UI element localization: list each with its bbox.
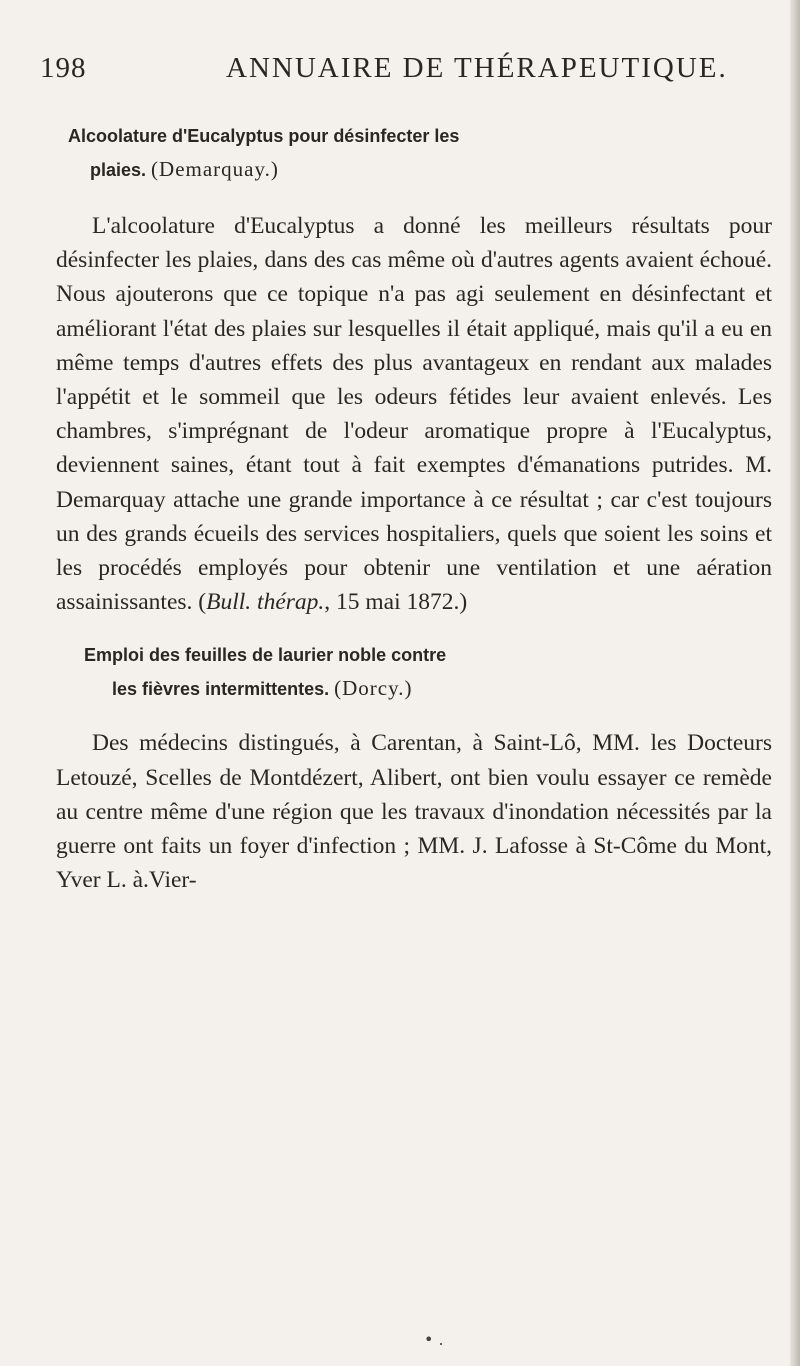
section-heading-line2-wrap [56, 672, 772, 706]
section-body-text: L'alcoolature d'Eucalyptus a donné les meilleurs résultats pour désinfecter les plaies, dans des cas même où d'autres agents avaient échoué. Nous ajouterons que ce topique n'a pas agi seulement en désinfectant et améliorant l'état des plaies sur lesquelles il était appliqué, mais qu'il a eu en même temps d'autres effets des plus avantageux en rendant aux malades l'appétit et le sommeil que les odeurs fétides leur avaient enlevés. Les chambres, s'imprégnant de l'odeur aromatique propre à l'Eucalyptus, deviennent saines, étant tout à fait exemptes d'émanations putrides. M. Demarquay attache une grande importance à ce résultat ; car c'est toujours un des grands écueils des services hospitaliers, quels que soient les soins et les procédés employés pour obtenir une ventilation et une aération assainissantes. [56, 213, 772, 616]
section-heading-line2-wrap [56, 153, 772, 187]
citation-journal: Bull. thérap. [206, 589, 325, 616]
section-heading-line1: Alcoolature d'Eucalyptus pour désinfecter les [68, 126, 460, 146]
page-number: 198 [40, 52, 87, 84]
section-body [56, 209, 772, 619]
article-laurier [56, 639, 772, 897]
running-title: ANNUAIRE DE THÉRAPEUTIQUE. [226, 52, 728, 84]
section-body-text: Des médecins distingués, à Carentan, à Saint-Lô, MM. les Docteurs Letouzé, Scelles de Montdézert, Alibert, ont bien voulu essayer ce remède au centre même d'une région que les travaux d'inondation nécessités par la guerre ont faits un foyer d'infection ; MM. J. Lafosse à St-Côme du Mont, Yver L. à.Vier- [56, 730, 772, 894]
section-body [56, 726, 772, 897]
section-heading-line2: plaies. [90, 160, 147, 180]
citation-date: , 15 mai 1872.) [324, 589, 468, 616]
article-eucalyptus [56, 120, 772, 619]
page-mark: • . [424, 1330, 444, 1349]
section-heading-line2: les fièvres intermittentes. [112, 679, 330, 700]
section-heading [56, 120, 772, 187]
page-header [40, 52, 760, 100]
page-content [56, 120, 772, 897]
page-edge-shadow [790, 0, 800, 1366]
section-author: (Dorcy.) [334, 676, 413, 701]
section-author: (Demarquay.) [151, 157, 279, 181]
section-heading-line1: Emploi des feuilles de laurier noble contre [84, 645, 447, 666]
citation-open: ( [198, 589, 207, 616]
section-heading [56, 639, 772, 706]
